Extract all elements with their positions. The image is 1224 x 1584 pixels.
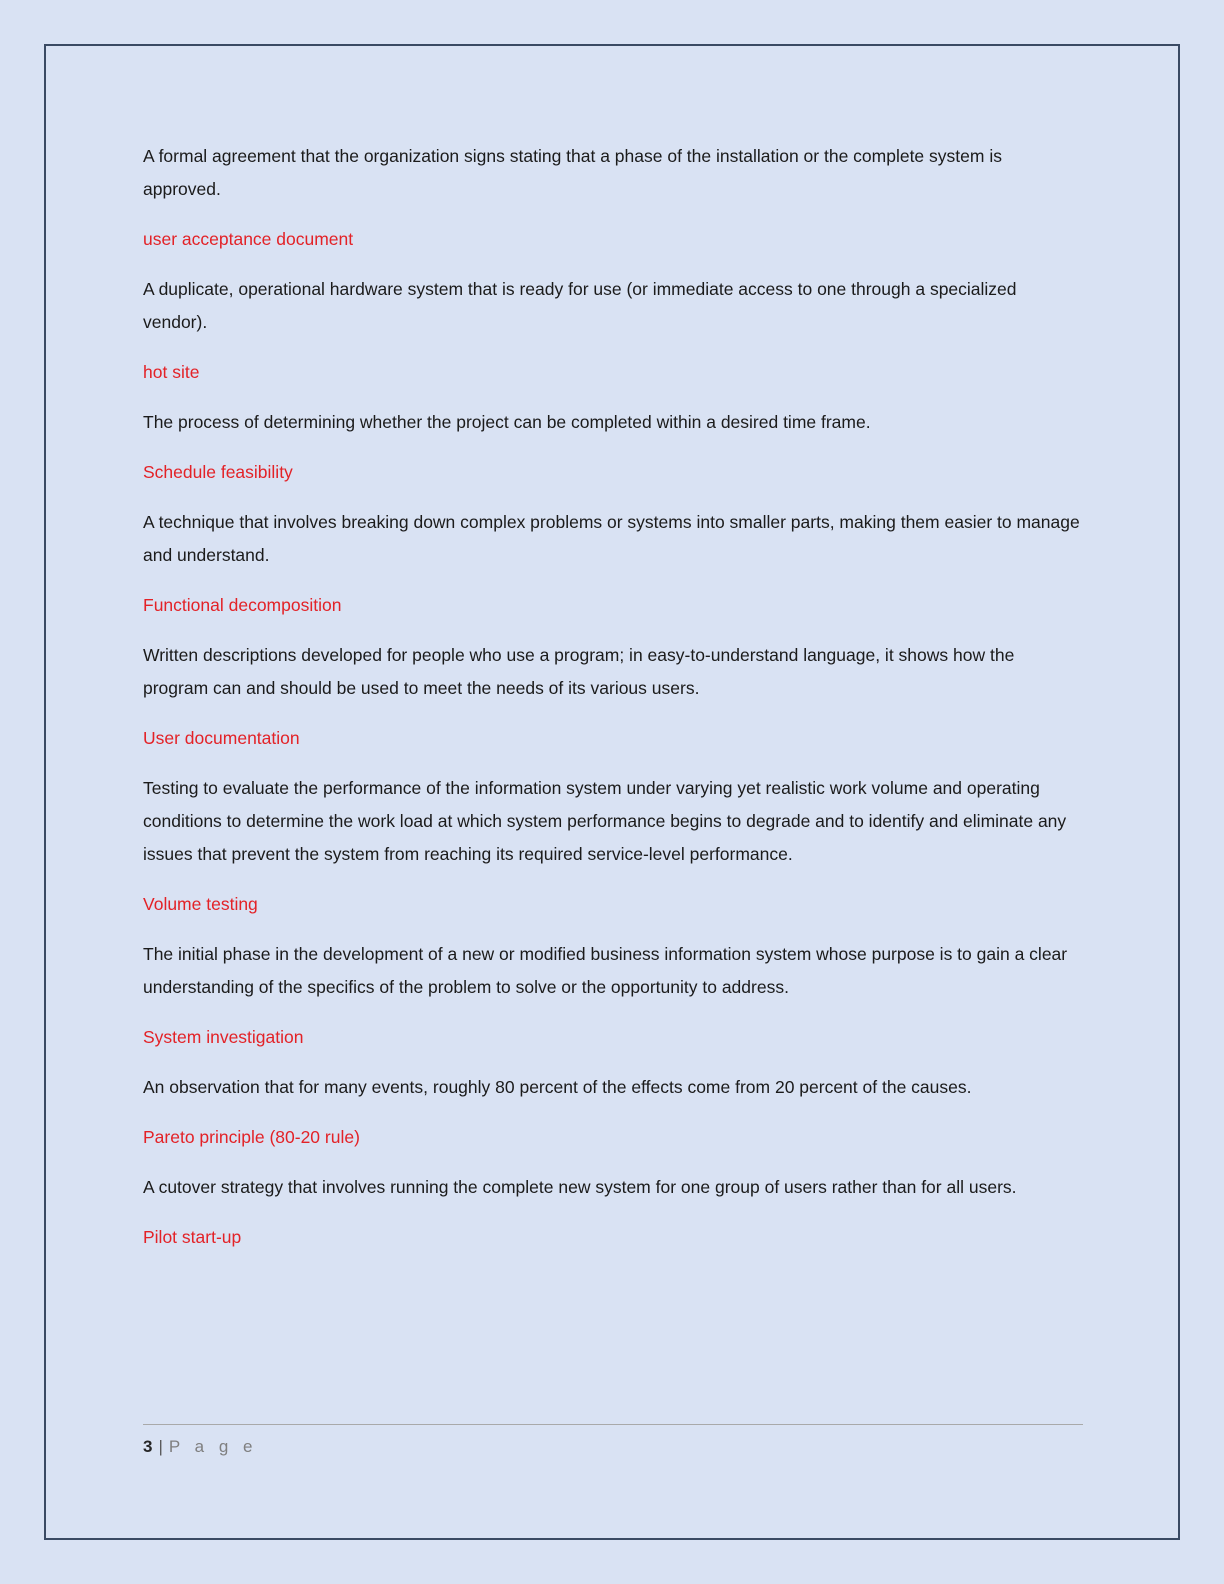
definition-text: The process of determining whether the project can be completed within a desired time frame. — [143, 412, 871, 432]
definition-text: Testing to evaluate the performance of the information system under varying yet realistic work volume and operating conditions to determine the work load at which system performance begins to degrade and to identify and eliminate any issues that prevent the system from reaching its required service-level performance. — [143, 778, 1067, 864]
glossary-entry — [143, 772, 1083, 921]
term-text: System investigation — [143, 1027, 304, 1047]
glossary-entry — [143, 1071, 1083, 1154]
definition-text: A technique that involves breaking down complex problems or systems into smaller parts, making them easier to manage and understand. — [143, 512, 1080, 565]
definition-text: A formal agreement that the organization signs stating that a phase of the installation or the complete system is approved. — [143, 146, 1002, 199]
definition-text: Written descriptions developed for people who use a program; in easy-to-understand language, it shows how the program can and should be used to meet the needs of its various users. — [143, 645, 1015, 698]
term-text: user acceptance document — [143, 229, 354, 249]
page-number: 3 — [143, 1437, 153, 1456]
definition-text: The initial phase in the development of a new or modified business information system whose purpose is to gain a clear understanding of the specifics of the problem to solve or the opportunity to address. — [143, 944, 1068, 997]
term-text: Schedule feasibility — [143, 462, 293, 482]
glossary-entry — [143, 1171, 1083, 1254]
page-content — [143, 140, 1083, 1271]
glossary-entry — [143, 639, 1083, 755]
term-text: User documentation — [143, 728, 300, 748]
glossary-entry — [143, 406, 1083, 489]
term-text: Functional decomposition — [143, 595, 342, 615]
footer-separator: | — [158, 1437, 163, 1456]
glossary-entry — [143, 273, 1083, 389]
term-text: Volume testing — [143, 894, 258, 914]
footer-label: P a g e — [168, 1437, 258, 1456]
term-text: Pareto principle (80-20 rule) — [143, 1127, 360, 1147]
page-footer — [143, 1424, 1083, 1459]
term-text: hot site — [143, 362, 200, 382]
glossary-entry — [143, 140, 1083, 256]
footer-divider — [143, 1424, 1083, 1425]
definition-text: A cutover strategy that involves running the complete new system for one group of users rather than for all users. — [143, 1177, 1017, 1197]
glossary-entry — [143, 506, 1083, 622]
definition-text: An observation that for many events, roughly 80 percent of the effects come from 20 percent of the causes. — [143, 1077, 972, 1097]
footer-text — [143, 1435, 1083, 1459]
definition-text: A duplicate, operational hardware system that is ready for use (or immediate access to one through a specialized vendor). — [143, 279, 1017, 332]
glossary-entry — [143, 938, 1083, 1054]
term-text: Pilot start-up — [143, 1227, 242, 1247]
